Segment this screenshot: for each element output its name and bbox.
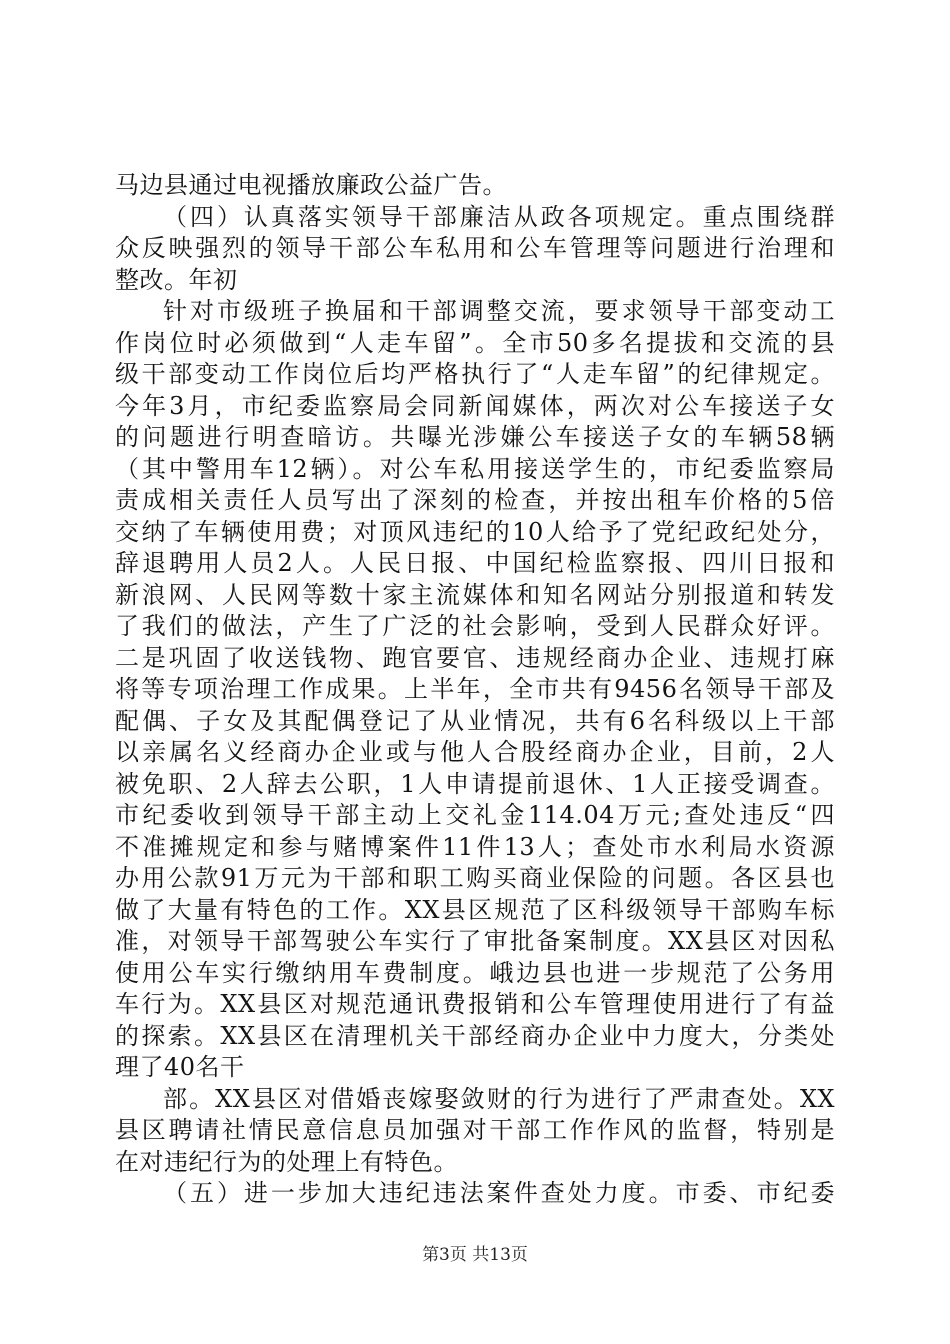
text-line: 部。XX县区对借婚丧嫁娶敛财的行为进行了严肃查处。XX	[163, 1084, 835, 1113]
text-line: 整改。年初	[115, 265, 238, 294]
text-line: （其中警用车12辆）。对公车私用接送学生的，市纪委监察局	[115, 454, 835, 483]
text-line: 责成相关责任人员写出了深刻的检查，并按出租车价格的5倍	[115, 486, 835, 514]
document-body	[115, 170, 835, 1210]
text-line: 将等专项治理工作成果。上半年，全市共有9456名领导干部及	[115, 675, 835, 703]
text-line: 众反映强烈的领导干部公车私用和公车管理等问题进行治理和	[115, 234, 835, 262]
text-line: 车行为。XX县区对规范通讯费报销和公车管理使用进行了有益	[115, 990, 835, 1018]
text-line: 的问题进行明查暗访。共曝光涉嫌公车接送子女的车辆58辆	[115, 423, 835, 451]
text-line: 市纪委收到领导干部主动上交礼金114.04万元;查处违反“四	[115, 801, 835, 829]
text-line: （四）认真落实领导干部廉洁从政各项规定。重点围绕群	[163, 202, 835, 231]
text-line: 针对市级班子换届和干部调整交流，要求领导干部变动工	[163, 297, 835, 325]
text-line: 理了40名干	[115, 1053, 245, 1081]
text-line: 级干部变动工作岗位后均严格执行了“人走车留”的纪律规定。	[115, 360, 835, 388]
page-number-footer: 第3页 共13页	[422, 1245, 528, 1265]
text-line: 新浪网、人民网等数十家主流媒体和知名网站分别报道和转发	[115, 580, 835, 609]
text-line: 了我们的做法，产生了广泛的社会影响，受到人民群众好评。	[115, 612, 835, 640]
text-line: 办用公款91万元为干部和职工购买商业保险的问题。各区县也	[115, 864, 835, 892]
text-line: 辞退聘用人员2人。人民日报、中国纪检监察报、四川日报和	[115, 549, 835, 577]
text-line: 的探索。XX县区在清理机关干部经商办企业中力度大，分类处	[115, 1021, 835, 1050]
text-line: 不准摊规定和参与赌博案件11件13人；查处市水利局水资源	[115, 832, 835, 861]
text-line: 县区聘请社情民意信息员加强对干部工作作风的监督，特别是	[115, 1116, 835, 1144]
text-line: 准，对领导干部驾驶公车实行了审批备案制度。XX县区对因私	[115, 927, 835, 955]
text-line: 作岗位时必须做到“人走车留”。全市50多名提拔和交流的县	[115, 328, 835, 357]
text-line: 马边县通过电视播放廉政公益广告。	[115, 171, 507, 199]
text-line: 二是巩固了收送钱物、跑官要官、违规经商办企业、违规打麻	[115, 643, 835, 672]
text-line: （五）进一步加大违纪违法案件查处力度。市委、市纪委	[163, 1179, 835, 1207]
text-line: 做了大量有特色的工作。XX县区规范了区科级领导干部购车标	[115, 895, 835, 924]
text-line: 配偶、子女及其配偶登记了从业情况，共有6名科级以上干部	[115, 706, 835, 735]
text-line: 今年3月，市纪委监察局会同新闻媒体，两次对公车接送子女	[115, 391, 835, 420]
text-line: 使用公车实行缴纳用车费制度。峨边县也进一步规范了公务用	[115, 958, 835, 987]
text-line: 在对违纪行为的处理上有特色。	[115, 1147, 458, 1176]
text-line: 被免职、2人辞去公职，1人申请提前退休、1人正接受调查。	[115, 769, 835, 798]
text-line: 交纳了车辆使用费；对顶风违纪的10人给予了党纪政纪处分，	[115, 517, 835, 546]
text-line: 以亲属名义经商办企业或与他人合股经商办企业，目前，2人	[115, 738, 835, 766]
